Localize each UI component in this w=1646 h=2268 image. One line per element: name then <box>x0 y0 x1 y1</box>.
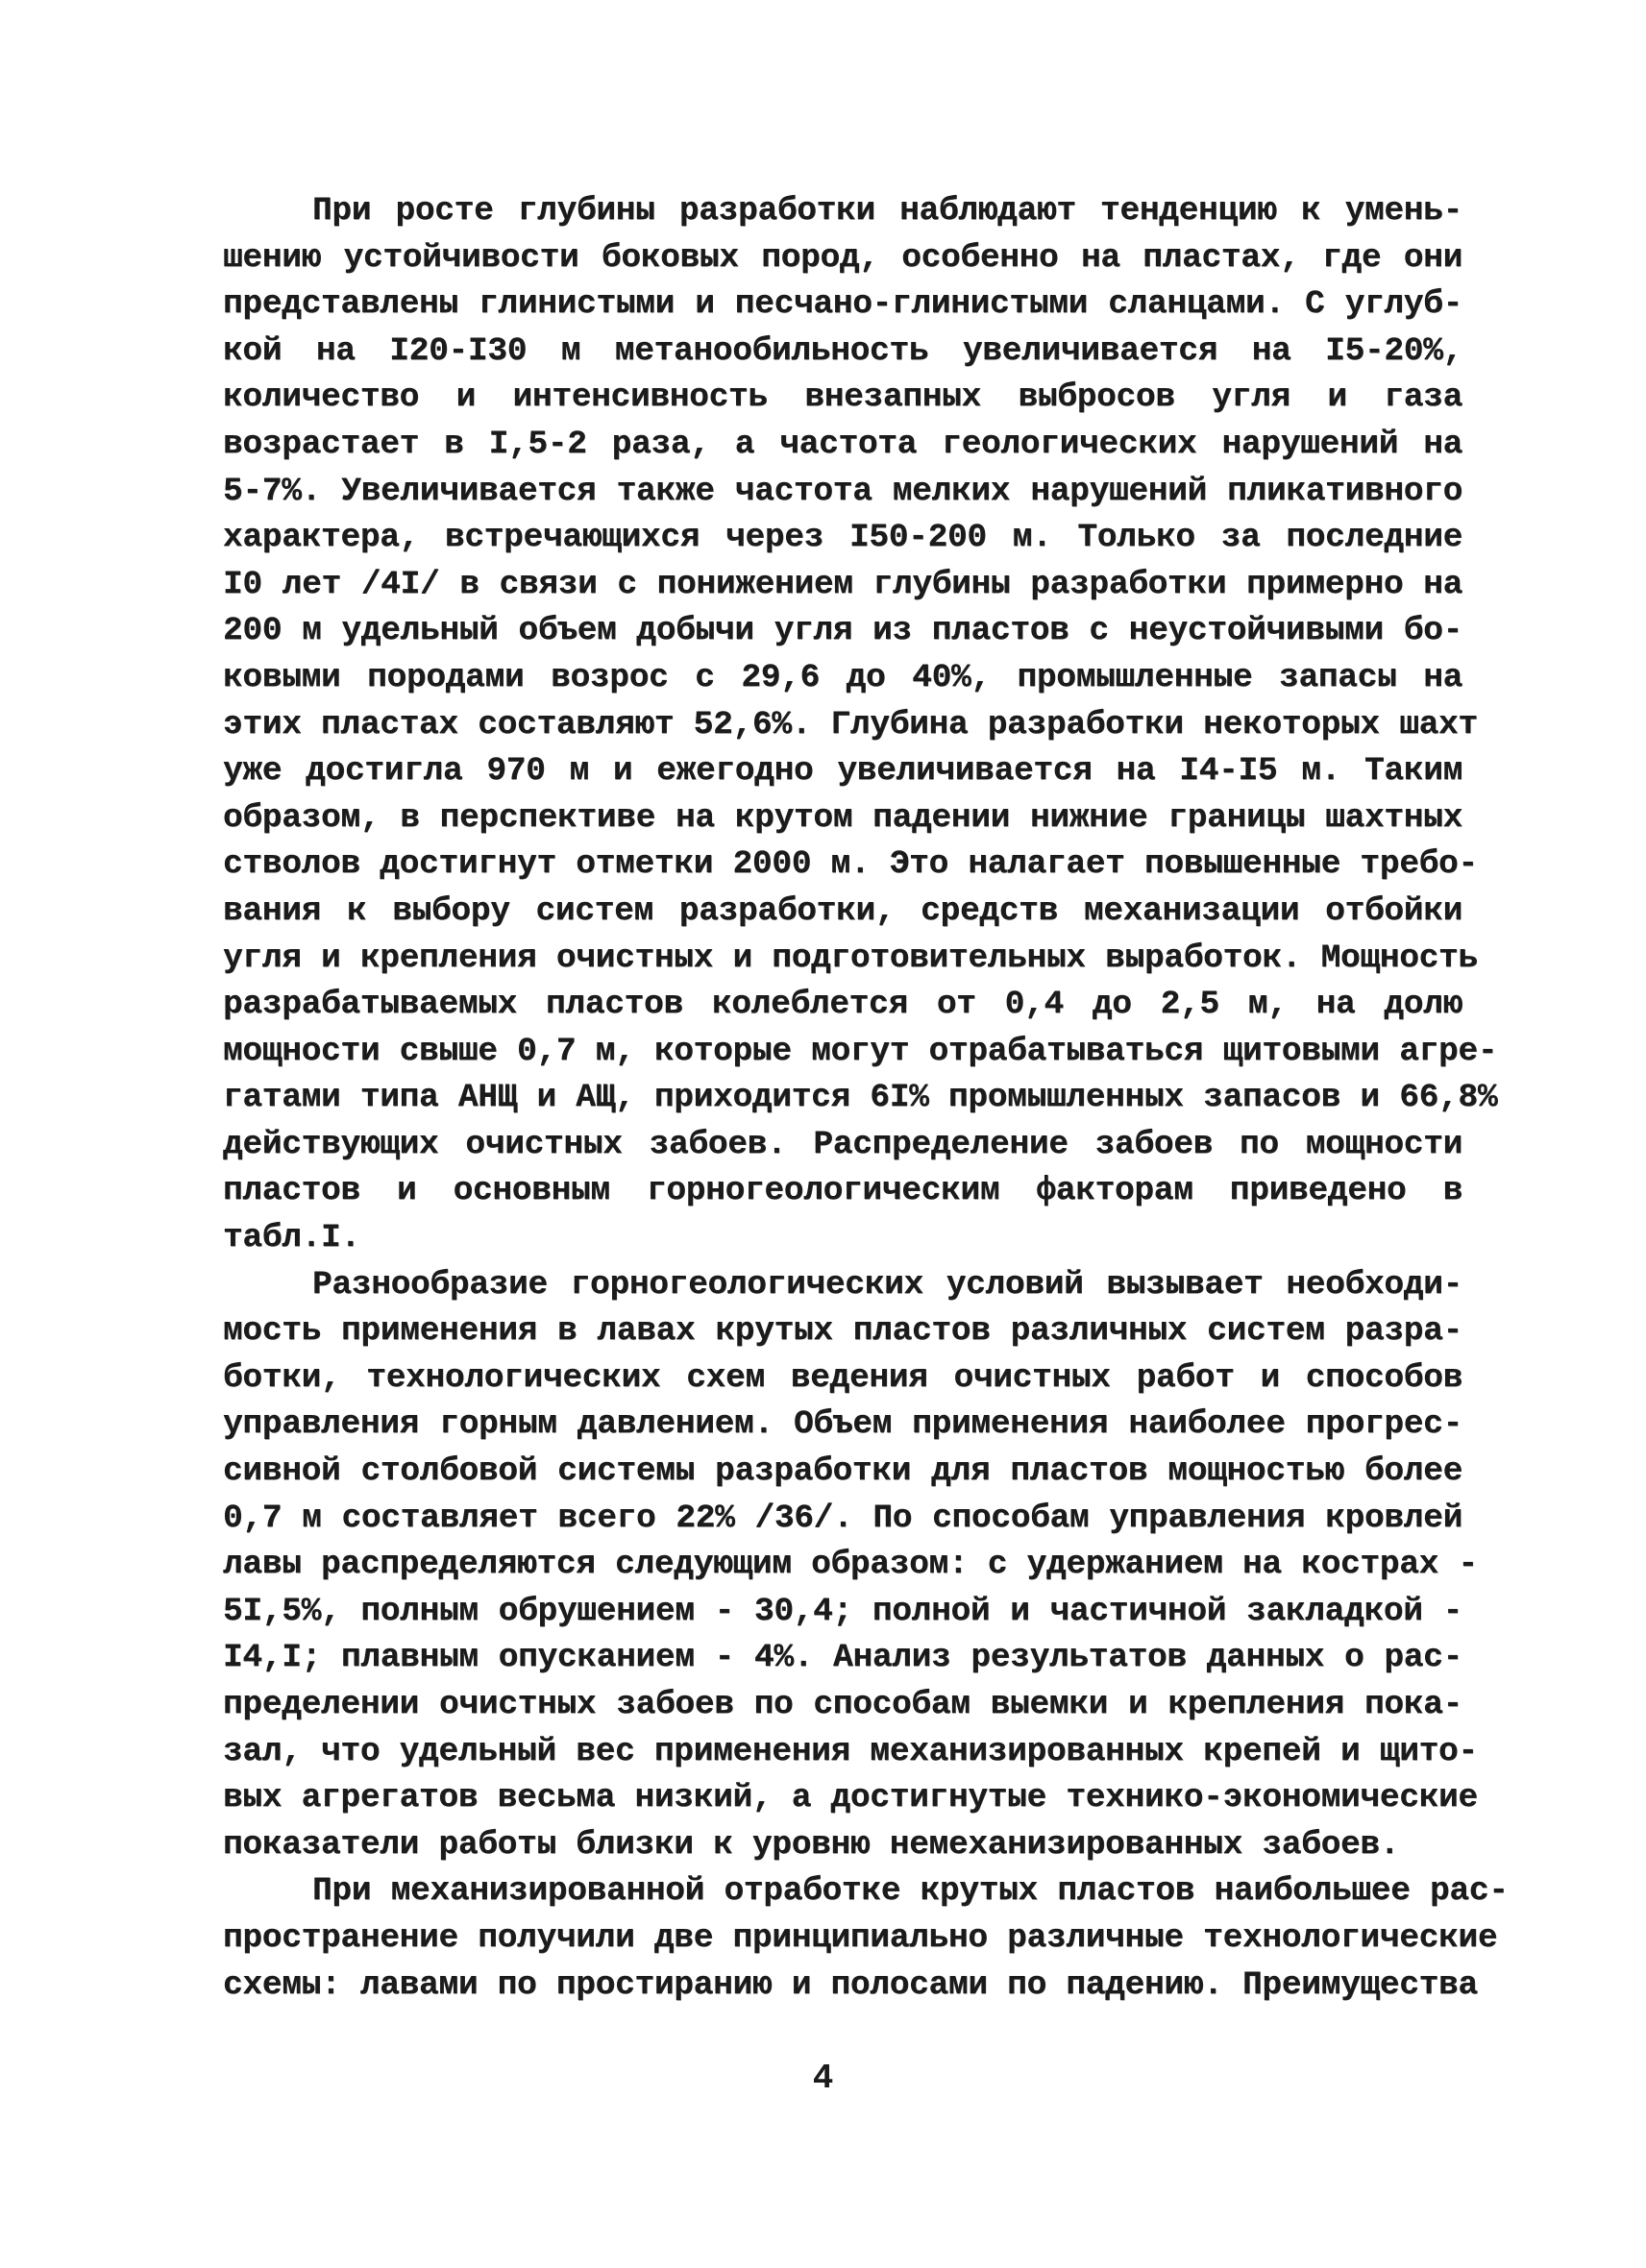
text-line: пластов и основным горногеологическим факторам приведено в <box>223 1172 1462 1210</box>
text-line: характера, встречающихся через I50-200 м. Только за последние <box>223 519 1462 557</box>
text-line: гатами типа АНЩ и АЩ, приходится 6I% промышленных запасов и 66,8% <box>223 1079 1498 1117</box>
body-text <box>223 188 1509 2009</box>
text-line: 5I,5%, полным обрушением - 30,4; полной и частичной закладкой - <box>223 1592 1462 1630</box>
text-line: пределении очистных забоев по способам выемки и крепления пока- <box>223 1686 1462 1723</box>
text-line: сивной столбовой системы разработки для пластов мощностью более <box>223 1452 1462 1491</box>
text-line: I4,I; плавным опусканием - 4%. Анализ результатов данных о рас- <box>223 1639 1462 1677</box>
text-line: пространение получили две принципиально различные технологические <box>223 1918 1498 1957</box>
text-line: Разнообразие горногеологических условий вызывает необходи- <box>312 1265 1462 1304</box>
text-line: мость применения в лавах крутых пластов различных систем разра- <box>223 1312 1462 1351</box>
text-line: представлены глинистыми и песчано-глинистыми сланцами. С углуб- <box>223 285 1462 324</box>
text-line: этих пластах составляют 52,6%. Глубина разработки некоторых шахт <box>223 705 1478 744</box>
text-line: возрастает в I,5-2 раза, а частота геологических нарушений на <box>223 425 1462 463</box>
text-line: шению устойчивости боковых пород, особенно на пластах, где они <box>223 238 1462 277</box>
text-line: образом, в перспективе на крутом падении нижние границы шахтных <box>223 798 1462 837</box>
text-line: 200 м удельный объем добычи угля из пластов с неустойчивыми бо- <box>223 612 1462 650</box>
text-line: При механизированной отработке крутых пластов наибольшее рас- <box>312 1872 1509 1911</box>
text-line: действующих очистных забоев. Распределение забоев по мощности <box>223 1125 1462 1163</box>
text-line: ковыми породами возрос с 29,6 до 40%, промышленные запасы на <box>223 658 1462 696</box>
text-line: показатели работы близки к уровню немеханизированных забоев. <box>223 1825 1400 1864</box>
text-line: разрабатываемых пластов колеблется от 0,4 до 2,5 м, на долю <box>223 986 1462 1024</box>
text-line: 0,7 м составляет всего 22% /36/. По способам управления кровлей <box>223 1499 1462 1537</box>
text-line: лавы распределяются следующим образом: с удержанием на кострах - <box>223 1546 1478 1584</box>
paragraph-1 <box>223 188 1498 1262</box>
text-line: схемы: лавами по простиранию и полосами по падению. Преимущества <box>223 1965 1478 2004</box>
paragraph-2 <box>223 1262 1478 1869</box>
text-line: зал, что удельный вес применения механизированных крепей и щито- <box>223 1732 1478 1770</box>
text-line: управления горным давлением. Объем применения наиболее прогрес- <box>223 1405 1462 1444</box>
paragraph-3 <box>223 1868 1509 2009</box>
page-number: 4 <box>812 2059 834 2098</box>
text-line: табл.I. <box>223 1219 360 1257</box>
text-line: количество и интенсивность внезапных выбросов угля и газа <box>223 378 1462 417</box>
text-line: угля и крепления очистных и подготовительных выработок. Мощность <box>223 939 1478 977</box>
text-line: При росте глубины разработки наблюдают тенденцию к умень- <box>312 192 1462 230</box>
text-line: мощности свыше 0,7 м, которые могут отрабатываться щитовыми агре- <box>223 1032 1498 1070</box>
text-line: ботки, технологических схем ведения очистных работ и способов <box>223 1358 1462 1397</box>
text-line: 5-7%. Увеличивается также частота мелких нарушений пликативного <box>223 472 1462 510</box>
text-line: вания к выбору систем разработки, средств механизации отбойки <box>223 891 1462 930</box>
text-line: стволов достигнут отметки 2000 м. Это налагает повышенные требо- <box>223 845 1478 884</box>
text-line: кой на I20-I30 м метанообильность увеличивается на I5-20%, <box>223 331 1462 370</box>
text-line: вых агрегатов весьма низкий, а достигнутые технико-экономические <box>223 1779 1478 1817</box>
text-line: уже достигла 970 м и ежегодно увеличивается на I4-I5 м. Таким <box>223 752 1462 791</box>
text-line: I0 лет /4I/ в связи с понижением глубины разработки примерно на <box>223 565 1462 603</box>
